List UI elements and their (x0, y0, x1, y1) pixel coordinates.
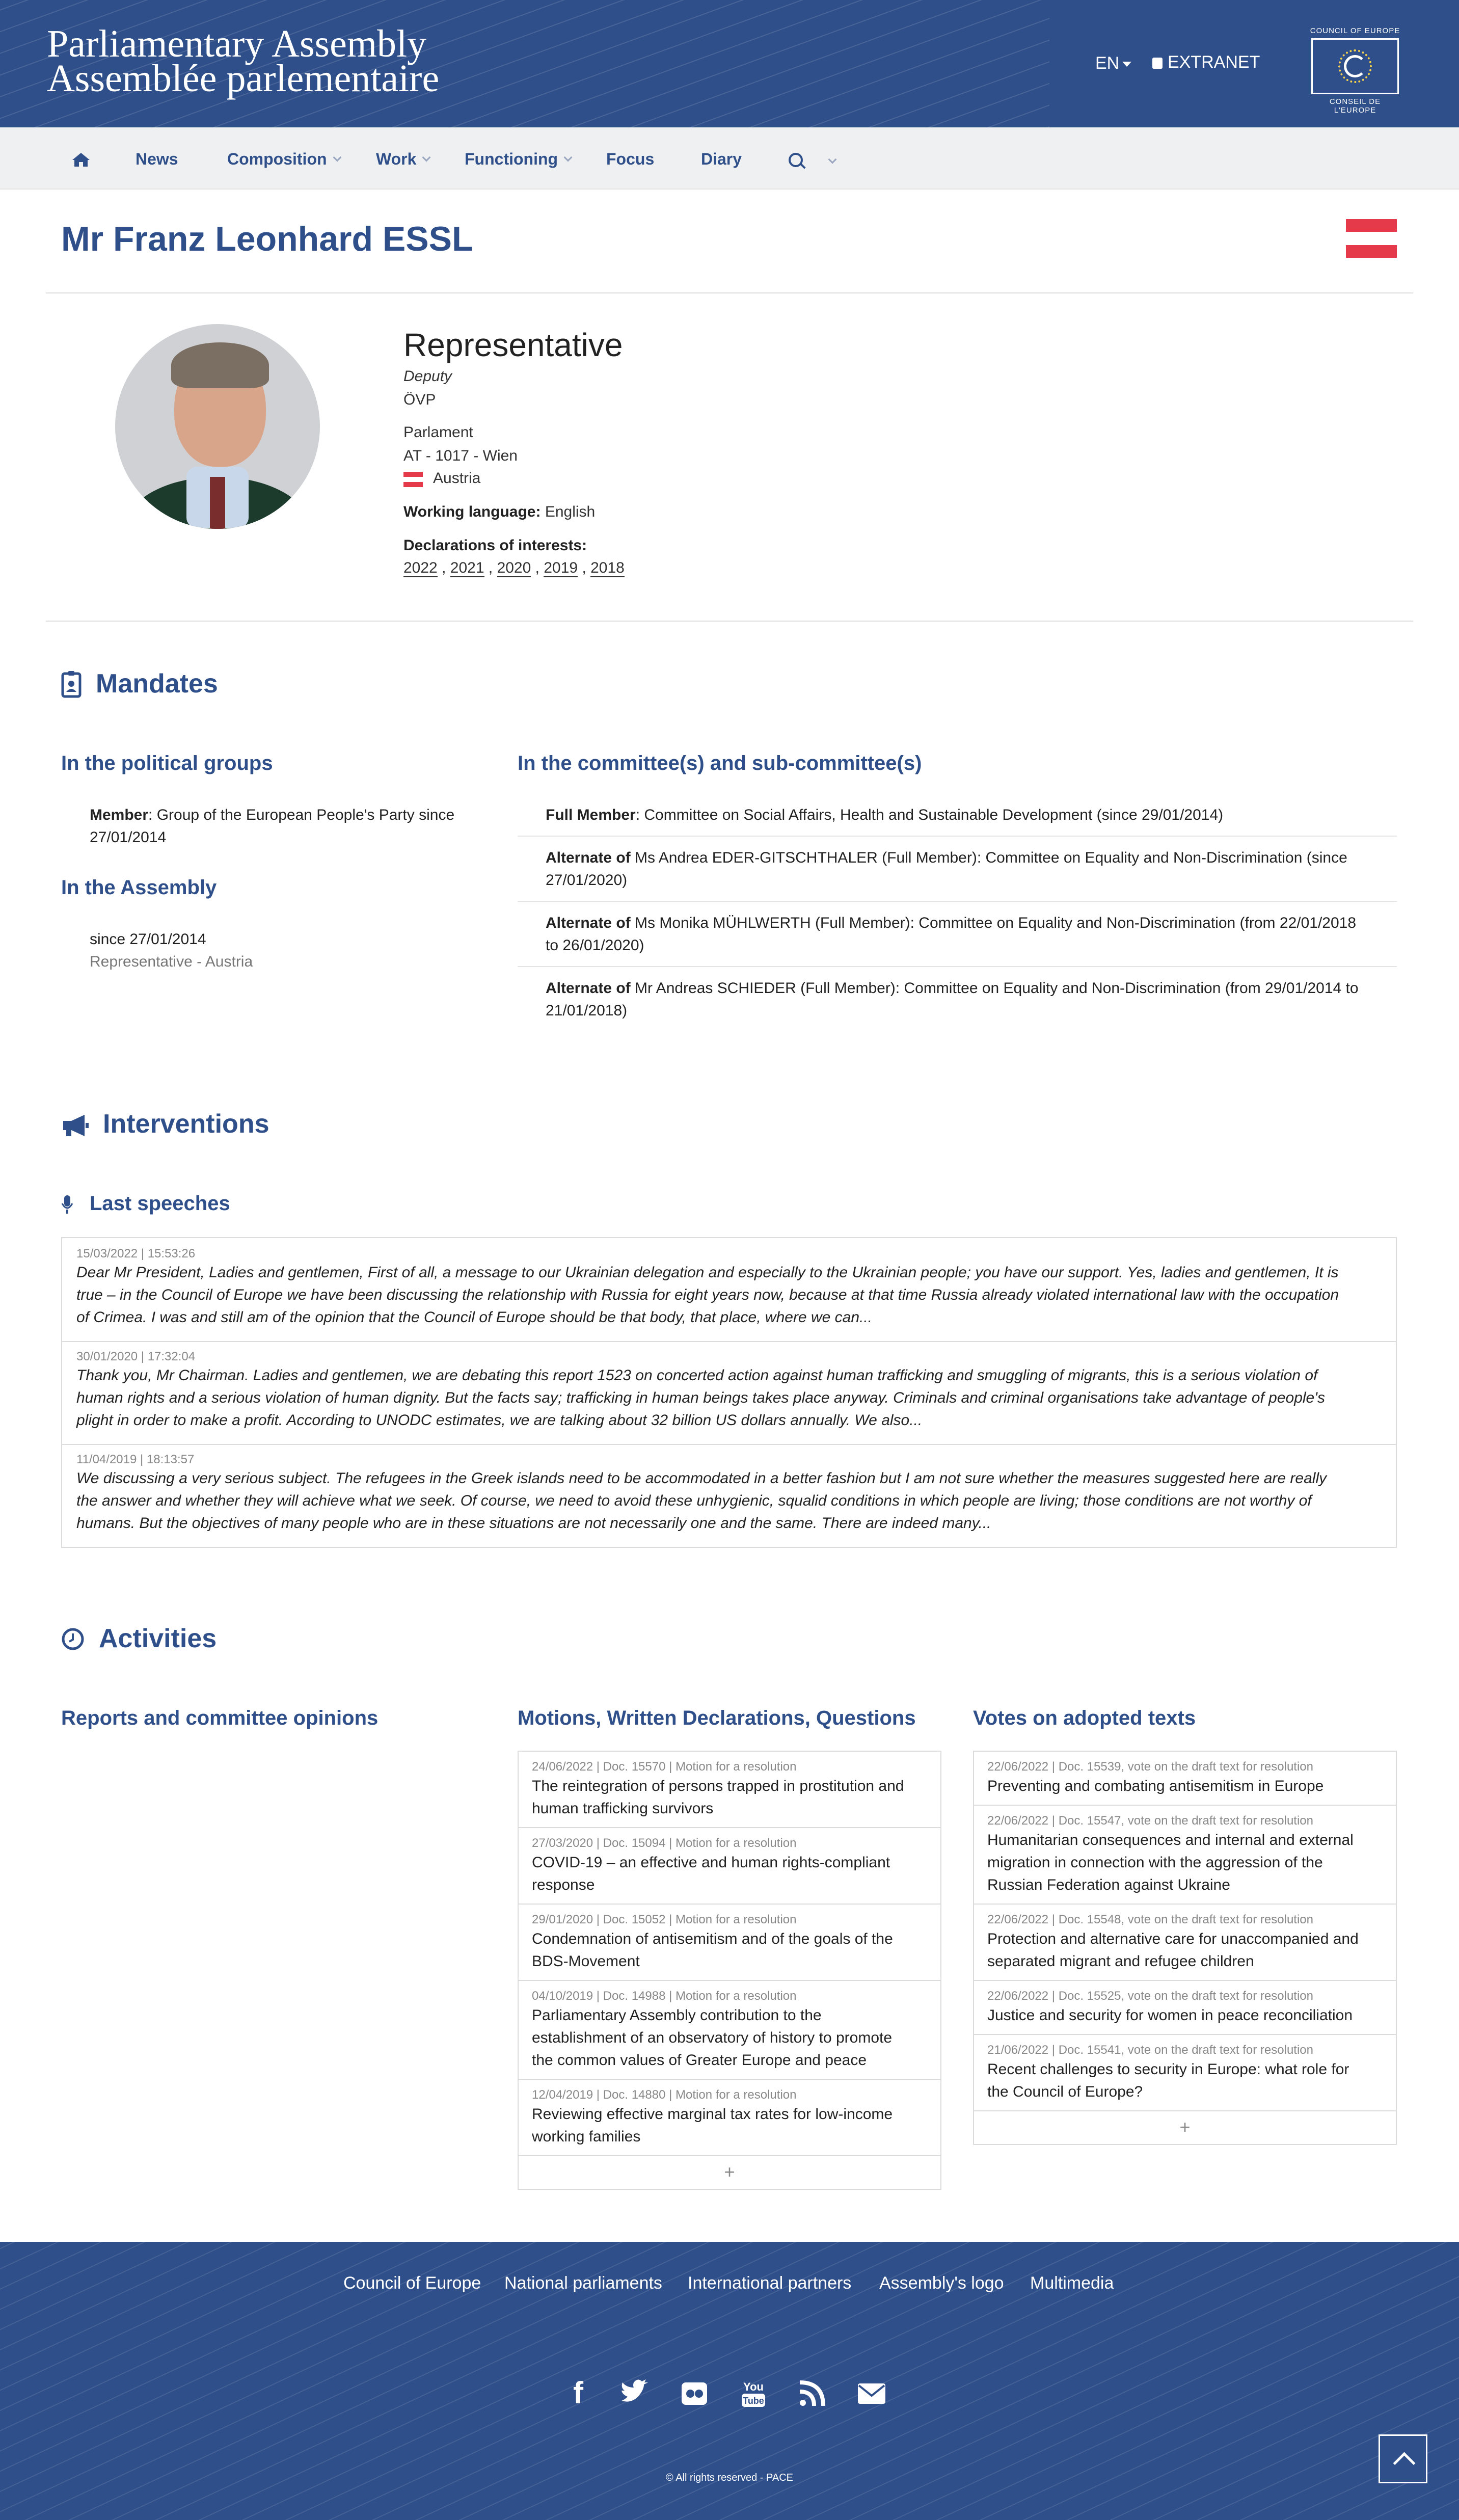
working-language-label: Working language: (403, 503, 541, 520)
site-footer (0, 2242, 1459, 2520)
motion-item[interactable]: 29/01/2020 | Doc. 15052 | Motion for a resolution Condemnation of antisemitism and of the goals of the BDS-Movement (519, 1905, 940, 1981)
nav-item-news[interactable]: News (136, 150, 178, 168)
speech-item[interactable] (76, 1452, 1381, 1535)
svg-text:Tube: Tube (743, 2396, 764, 2406)
flickr-icon[interactable] (677, 2375, 712, 2411)
clock-icon (61, 1627, 85, 1651)
committee-item: Full Member: Committee on Social Affairs, Health and Sustainable Development (since 29/01/2014) (518, 804, 1397, 837)
nav-item-functioning[interactable]: Functioning (465, 150, 571, 169)
main-navigation (0, 127, 1459, 190)
motions-title: Motions, Written Declarations, Questions (518, 1707, 916, 1729)
nav-item-work[interactable]: Work (376, 150, 429, 169)
speeches-list (61, 1237, 1397, 1548)
coe-logo-top-text: COUNCIL OF EUROPE (1310, 26, 1400, 35)
more-motions-button[interactable]: + (724, 2161, 735, 2182)
motion-item[interactable]: 24/06/2022 | Doc. 15570 | Motion for a resolution The reintegration of persons trapped in prostitution and human trafficking survivors (519, 1752, 940, 1828)
nav-item-composition[interactable]: Composition (227, 150, 340, 169)
language-label: EN (1095, 53, 1120, 73)
copyright-text: © All rights reserved - PACE (666, 2472, 793, 2483)
committee-item: Alternate of Ms Monika MÜHLWERTH (Full Member): Committee on Equality and Non-Discrimination (from 22/01/2018 to 26/01/2020) (518, 912, 1397, 967)
declaration-link-2022[interactable]: 2022 (403, 559, 438, 576)
twitter-icon[interactable] (616, 2375, 652, 2411)
motion-item[interactable]: 27/03/2020 | Doc. 15094 | Motion for a resolution COVID-19 – an effective and human rights-compliant response (519, 1828, 940, 1905)
speech-excerpt: Dear Mr President, Ladies and gentlemen, First of all, a message to our Ukrainian delegation and especially to the Ukrainian people; you have our support. Yes, ladies and gentlemen, It is true – in the Council of Europe we have been discussing the relationship with Russia for eight years now, because at that time Russia already violated international law with the occupation of Crimea. I was and still am of the opinion that the Council of Europe should be that body, that place, where we can... (76, 1264, 1339, 1326)
speech-item[interactable] (76, 1349, 1381, 1432)
chevron-down-icon (333, 153, 341, 162)
motion-item[interactable]: 04/10/2019 | Doc. 14988 | Motion for a resolution Parliamentary Assembly contribution to the establishment of an observatory of history to promote the common values of Greater Europe and peace (519, 1981, 940, 2080)
member-country: Austria (433, 470, 481, 487)
declaration-link-2018[interactable]: 2018 (590, 559, 625, 576)
address-line2: AT - 1017 - Wien (403, 447, 518, 464)
activities-title: Activities (99, 1624, 217, 1653)
mandates-title: Mandates (96, 669, 218, 699)
motions-list (518, 1751, 941, 2190)
megaphone-icon (61, 1114, 90, 1137)
speech-date: 11/04/2019 | 18:13:57 (76, 1453, 195, 1466)
declarations-label: Declarations of interests: (403, 537, 587, 554)
declaration-link-2020[interactable]: 2020 (497, 559, 531, 576)
political-group-membership: Member: Group of the European People's Party since 27/01/2014 (90, 807, 455, 846)
speech-date: 15/03/2022 | 15:53:26 (76, 1247, 196, 1261)
committee-item: Alternate of Mr Andreas SCHIEDER (Full Member): Committee on Equality and Non-Discrimination (from 29/01/2014 to 21/01/2018) (546, 980, 1359, 1019)
footer-link-assembly-logo[interactable]: Assembly's logo (879, 2273, 1004, 2293)
divider (46, 292, 1413, 293)
address-line1: Parlament (403, 424, 473, 441)
assembly-logo-line-fr[interactable]: Assemblée parlementaire (47, 57, 440, 100)
site-header (0, 0, 1459, 127)
political-groups-title: In the political groups (61, 752, 273, 774)
assembly-logo-line-en[interactable]: Parliamentary Assembly (47, 22, 427, 65)
email-icon[interactable] (854, 2375, 889, 2411)
speech-excerpt: Thank you, Mr Chairman. Ladies and gentlemen, we are debating this report 1523 on concerted action against human trafficking and smuggling of migrants, this is a serious violation of human rights and a serious violation of human dignity. But the facts say; trafficking in human beings takes place anyway. Criminals and criminal organisations take advantage of people's plight in order to make a profit. According to UNODC estimates, we are talking about 32 billion US dollars annually. We also... (76, 1367, 1325, 1429)
nav-item-diary[interactable]: Diary (701, 150, 742, 168)
chevron-down-icon (828, 155, 837, 164)
more-votes-button[interactable]: + (1179, 2116, 1191, 2137)
member-position: Deputy (403, 368, 452, 385)
votes-title: Votes on adopted texts (973, 1707, 1196, 1729)
austria-flag-icon (403, 472, 423, 487)
vote-item[interactable]: 21/06/2022 | Doc. 15541, vote on the draft text for resolution Recent challenges to security in Europe: what role for the Council of Europe? (974, 2035, 1396, 2111)
assembly-role: Representative - Austria (90, 953, 253, 970)
coe-logo-bottom-text: CONSEIL DE L'EUROPE (1329, 97, 1381, 115)
divider (62, 1444, 1396, 1445)
chevron-down-icon (422, 153, 431, 162)
vote-item[interactable]: 22/06/2022 | Doc. 15547, vote on the draft text for resolution Humanitarian consequences and internal and external migration in connection with the aggression of the Russian Federation against Ukraine (974, 1806, 1396, 1905)
nav-item-focus[interactable]: Focus (606, 150, 655, 168)
search-dropdown[interactable] (822, 152, 835, 171)
footer-link-council-of-europe[interactable]: Council of Europe (343, 2273, 481, 2293)
swirl-icon (1344, 55, 1366, 77)
vote-item[interactable]: 22/06/2022 | Doc. 15525, vote on the draft text for resolution Justice and security for women in peace reconciliation (974, 1981, 1396, 2035)
member-name: Mr Franz Leonhard ESSL (61, 220, 473, 258)
coe-emblem (1311, 38, 1399, 94)
caret-down-icon (1122, 62, 1131, 67)
declaration-link-2021[interactable]: 2021 (450, 559, 484, 576)
back-to-top-button[interactable] (1379, 2434, 1427, 2483)
rss-icon[interactable] (795, 2375, 830, 2411)
assembly-title: In the Assembly (61, 876, 217, 899)
declaration-link-2019[interactable]: 2019 (544, 559, 578, 576)
votes-list (973, 1751, 1397, 2145)
microphone-icon (61, 1194, 73, 1215)
speech-item[interactable] (76, 1246, 1381, 1329)
declarations-links: 2022 , 2021 , 2020 , 2019 , 2018 (403, 559, 625, 576)
svg-text:You: You (743, 2380, 764, 2393)
interventions-title: Interventions (103, 1109, 269, 1139)
extranet-label: EXTRANET (1168, 52, 1260, 72)
footer-link-multimedia[interactable]: Multimedia (1030, 2273, 1114, 2293)
badge-icon (61, 671, 82, 698)
assembly-since: since 27/01/2014 (90, 931, 206, 948)
vote-item[interactable]: 22/06/2022 | Doc. 15539, vote on the draft text for resolution Preventing and combating antisemitism in Europe (974, 1752, 1396, 1806)
facebook-icon[interactable]: f (573, 2376, 583, 2410)
vote-item[interactable]: 22/06/2022 | Doc. 15548, vote on the draft text for resolution Protection and alternative care for unaccompanied and separated migrant and refugee children (974, 1905, 1396, 1981)
divider (46, 621, 1413, 622)
search-icon[interactable] (789, 153, 803, 167)
member-party: ÖVP (403, 391, 436, 408)
footer-link-national-parliaments[interactable]: National parliaments (504, 2273, 662, 2293)
working-language-value: English (545, 503, 596, 520)
member-role: Representative (403, 327, 623, 363)
extranet-link[interactable] (1152, 52, 1260, 72)
youtube-icon[interactable] (736, 2375, 771, 2411)
speech-excerpt: We discussing a very serious subject. The refugees in the Greek islands need to be accommodated in a better fashion but I am not sure whether the measures suggested here are really the answer and whether they will achieve what we seek. Of course, we need to avoid these unhygienic, squalid conditions in which people are living; those conditions are not worthy of humans. But the objectives of many people who are in these situations are not necessarily one and the same. There are indeed many... (76, 1470, 1327, 1532)
council-of-europe-logo[interactable] (1309, 26, 1401, 115)
reports-title: Reports and committee opinions (61, 1707, 379, 1729)
working-language (403, 503, 595, 521)
chevron-down-icon (564, 153, 573, 162)
language-selector[interactable] (1095, 53, 1131, 73)
member-photo (115, 324, 320, 529)
lock-icon (1152, 58, 1163, 69)
footer-link-international-partners[interactable]: International partners (688, 2273, 852, 2293)
committees-title: In the committee(s) and sub-committee(s) (518, 752, 922, 774)
divider (62, 1341, 1396, 1342)
austria-flag-icon (1346, 219, 1397, 258)
home-icon[interactable] (71, 152, 91, 167)
motion-item[interactable]: 12/04/2019 | Doc. 14880 | Motion for a resolution Reviewing effective marginal tax rates for low-income working families (519, 2080, 940, 2156)
committee-item: Alternate of Ms Andrea EDER-GITSCHTHALER (Full Member): Committee on Equality and Non-Discrimination (since 27/01/2020) (518, 847, 1397, 902)
speech-date: 30/01/2020 | 17:32:04 (76, 1350, 196, 1363)
last-speeches-title: Last speeches (90, 1192, 230, 1215)
